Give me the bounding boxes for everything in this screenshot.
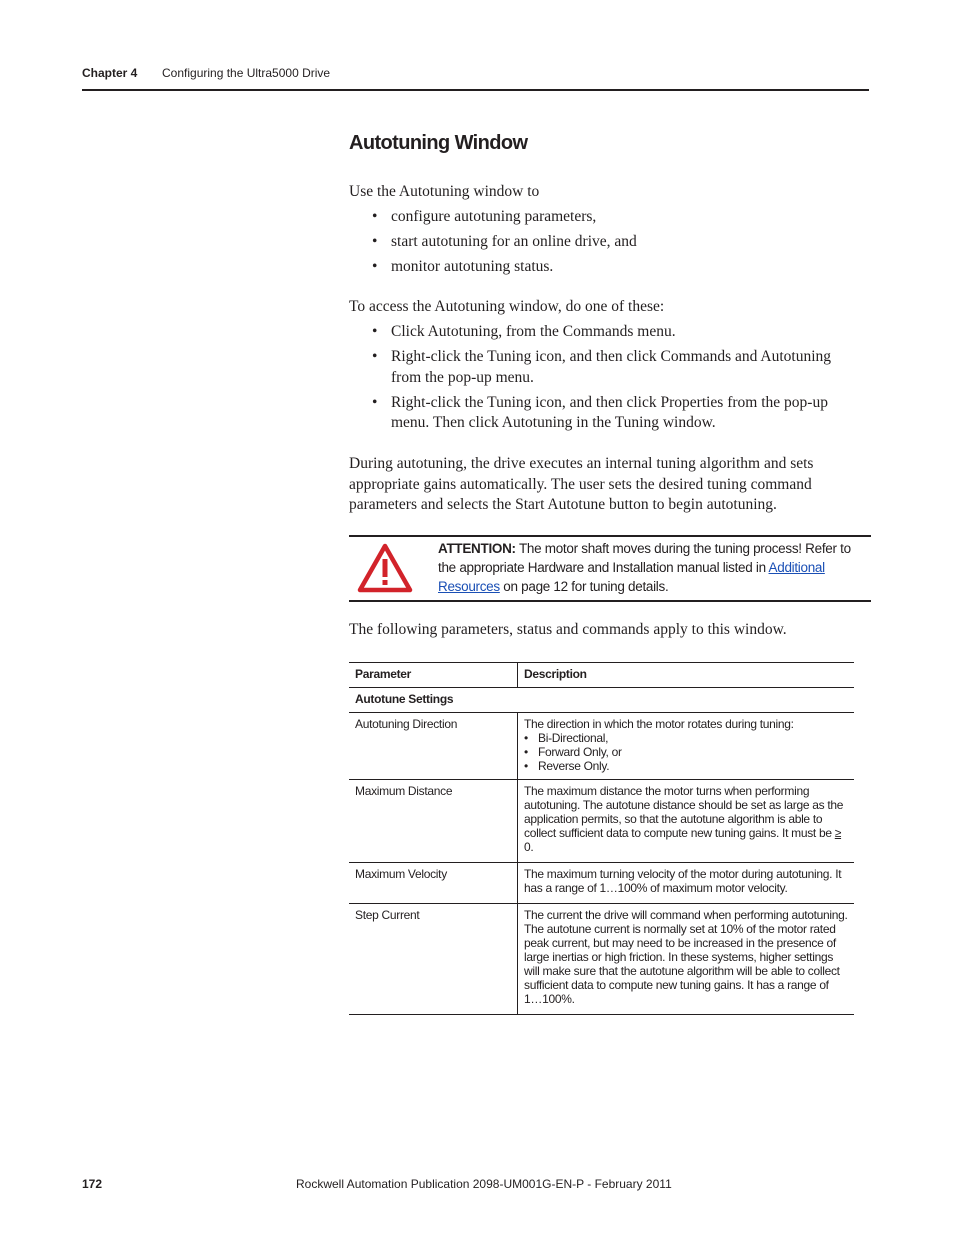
header-divider [82,89,869,91]
parameter-name: Maximum Velocity [349,863,518,904]
table-header-row [349,663,854,688]
list-item: • Forward Only, or [524,745,848,759]
description-text: The maximum distance the motor turns when performing autotuning. The autotune distance should be set as large as the application permits, so that the autotune algorithm is able to collect sufficient data to compute new tuning gains. It must be [524,784,844,840]
list-item: • monitor autotuning status. [372,257,862,278]
section-label: Autotune Settings [349,688,854,713]
parameter-description [518,713,855,780]
list-item: • Bi-Directional, [524,731,848,745]
parameter-table [349,662,854,1015]
parameter-description: The maximum turning velocity of the motor during autotuning. It has a range of 1…100% of maximum motor velocity. [518,863,855,904]
table-row [349,780,854,863]
attention-text: The motor shaft moves during the tuning process! Refer to the appropriate Hardware and Installation manual listed in [438,541,851,575]
attention-bottom-rule [349,600,871,602]
parameter-description: The current the drive will command when performing autotuning. The autotune current is normally set at 10% of the motor rated peak current, but may need to be increased in the presence of large inertias or high friction. In these systems, higher settings will make sure that the autotune algorithm will be able to collect sufficient data to compute new tuning gains. It has a range of 1…100%. [518,904,855,1015]
list-item: • start autotuning for an online drive, and [372,232,862,253]
column-header-parameter: Parameter [349,663,518,688]
attention-top-rule [349,535,871,537]
table-intro-text: The following parameters, status and commands apply to this window. [349,621,787,638]
list-item: • configure autotuning parameters, [372,207,862,228]
table-row [349,863,854,904]
parameter-description [518,780,855,863]
attention-message [438,539,858,596]
column-header-description: Description [518,663,855,688]
list-item: • Right-click the Tuning icon, and then click Commands and Autotuning from the pop-up menu. [372,347,862,388]
additional-resources-link[interactable]: Additional Resources [438,560,825,594]
option-list [524,731,848,773]
page-number: 172 [82,1177,103,1191]
warning-triangle-icon [357,543,413,593]
during-autotuning-paragraph: During autotuning, the drive executes an internal tuning algorithm and sets appropriate gains automatically. The user sets the desired tuning command parameters and selects the Start Autotune button to begin autotuning. [349,455,814,513]
access-intro-text: To access the Autotuning window, do one of these: [349,298,665,315]
attention-label: ATTENTION: [438,541,516,556]
table-section-row [349,688,854,713]
list-item: • Reverse Only. [524,759,848,773]
greater-equal-symbol: ≥ [834,826,842,840]
parameter-name: Maximum Distance [349,780,518,863]
intro-bullet-list [372,207,862,282]
chapter-title: Configuring the Ultra5000 Drive [162,66,331,80]
description-text: The direction in which the motor rotates during tuning: [524,717,794,731]
description-text-end: 0. [524,840,534,854]
list-item: • Click Autotuning, from the Commands menu. [372,322,862,343]
intro-text: Use the Autotuning window to [349,183,540,200]
parameter-name: Step Current [349,904,518,1015]
list-item: • Right-click the Tuning icon, and then click Properties from the pop-up menu. Then click Autotuning in the Tuning window. [372,393,862,434]
chapter-label: Chapter 4 [82,66,138,80]
attention-text-end: on page 12 for tuning details. [503,579,669,594]
access-bullet-list [372,322,862,438]
parameter-name: Autotuning Direction [349,713,518,780]
table-row [349,904,854,1015]
publication-info: Rockwell Automation Publication 2098-UM001G-EN-P - February 2011 [296,1177,672,1191]
table-row [349,713,854,780]
section-title: Autotuning Window [349,132,528,154]
